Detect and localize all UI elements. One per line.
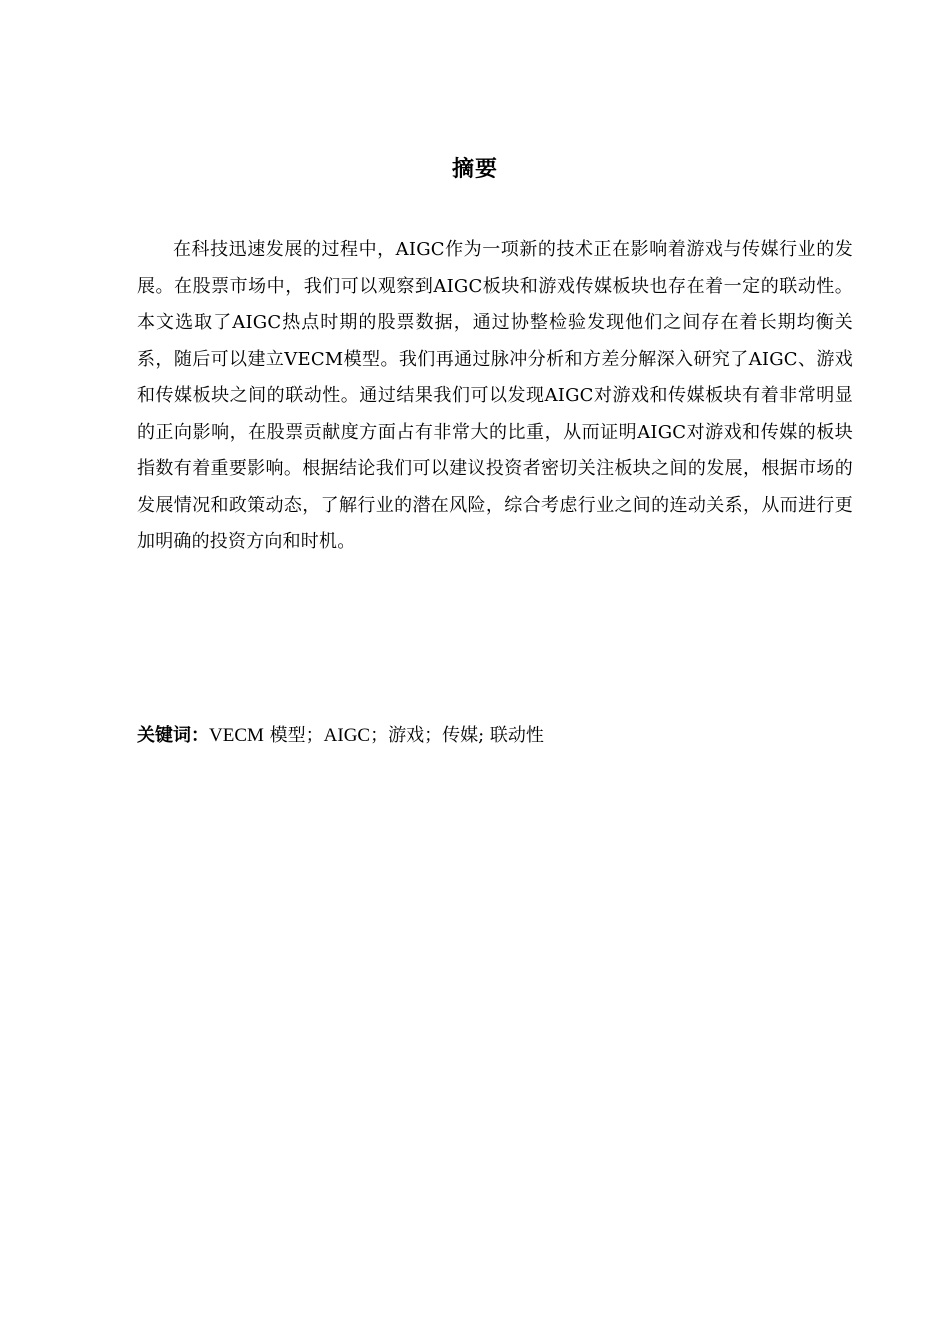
- abstract-title: 摘要: [451, 157, 498, 182]
- keywords-line: [137, 720, 853, 752]
- abstract-body: 在科技迅速发展的过程中，AIGC作为一项新的技术正在影响着游戏与传媒行业的发展。在股票市场中，我们可以观察到AIGC板块和游戏传媒板块也存在着一定的联动性。本文选取了AIGC热点时期的股票数据，通过协整检验发现他们之间存在着长期均衡关系，随后可以建立VECM模型。我们再通过脉冲分析和方差分解深入研究了AIGC、游戏和传媒板块之间的联动性。通过结果我们可以发现AIGC对游戏和传媒板块有着非常明显的正向影响，在股票贡献度方面占有非常大的比重，从而证明AIGC对游戏和传媒的板块指数有着重要影响。根据结论我们可以建议投资者密切关注板块之间的发展，根据市场的发展情况和政策动态，了解行业的潜在风险，综合考虑行业之间的连动关系，从而进行更加明确的投资方向和时机。: [137, 239, 853, 552]
- keyword-vecm: VECM: [209, 725, 264, 746]
- keyword-model: 模型；: [269, 725, 324, 746]
- keyword-aigc: AIGC: [323, 725, 371, 746]
- keywords-label: 关键词：: [137, 725, 209, 746]
- keyword-rest: ；游戏；传媒; 联动性: [370, 725, 544, 746]
